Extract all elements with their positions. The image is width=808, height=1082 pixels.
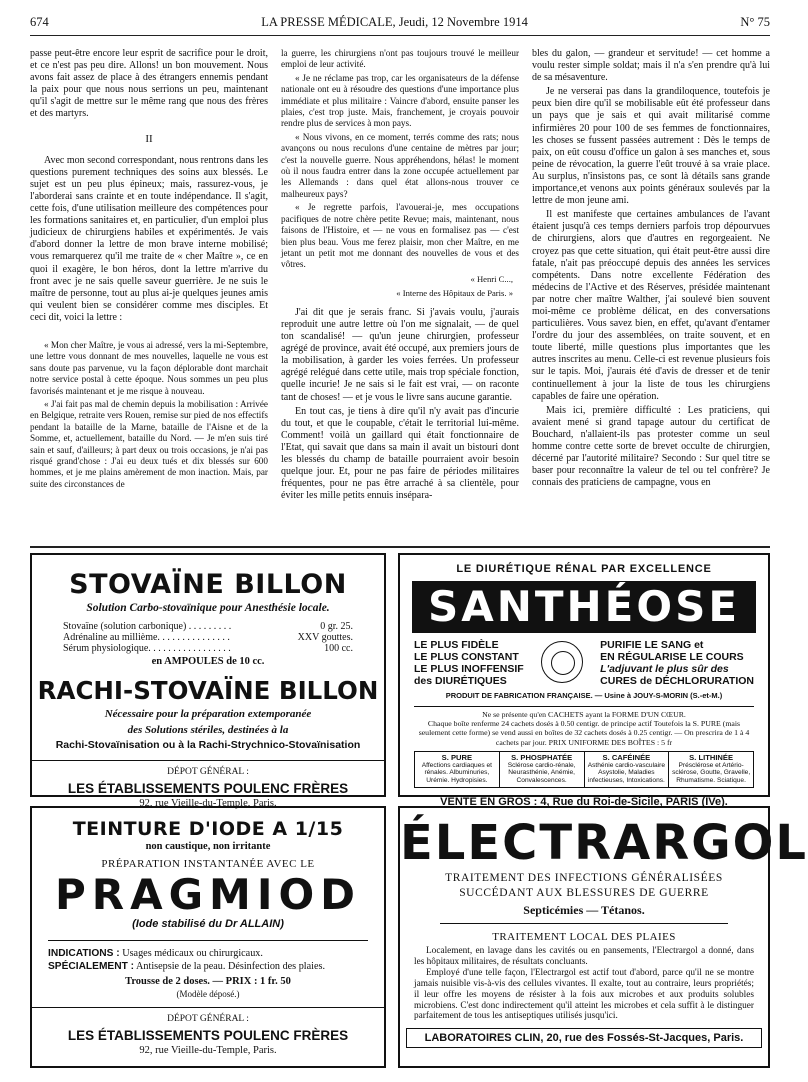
letter-signature-title: « Interne des Hôpitaux de Paris. »: [396, 287, 513, 298]
variant-cell: S. PURE Affections cardiaques et rénales. Albuminuries, Urémie. Hydropisies.: [415, 752, 500, 787]
composition-row: Stovaïne (solution carbonique) . . . . . . . . . 0 gr. 25.: [63, 621, 353, 632]
composition-row: Sérum physiologique. . . . . . . . . . . . . . . . . 100 cc.: [63, 643, 353, 654]
ad-title-2: RACHI-STOVAÏNE BILLON: [37, 676, 379, 705]
production-line: PRODUIT DE FABRICATION FRANÇAISE. — Usine à JOUY-S-MORIN (S.-et-M.): [445, 691, 723, 700]
ad-line: TRAITEMENT DES INFECTIONS GÉNÉRALISÉES: [445, 872, 723, 884]
laboratory-address: LABORATOIRES CLIN, 20, rue des Fossés-St-Jacques, Paris.: [406, 1028, 762, 1048]
letter-paragraph: « Je ne réclame pas trop, car les organisateurs de la défense nationale ont eu à résoudre des questions d'une importance plus immédiate et plus militaire : Vaincre d'abord, ensuite panser les plaies, c'est trop juste. Mais, franchement, je croyais pouvoir rendre plus de services à mon pays.: [281, 72, 519, 129]
article-paragraph: passe peut-être encore leur esprit de sacrifice pour le droit, et ce n'est pas peu dire. Allons! un bon mouvement. Nous avons fait assez de place à des étrangers ennemis pendant la paix pour que nous nous serrions un peu, maintenant qu'il s'agit de mettre sur le même rang que nous des frères et des martyrs.: [30, 48, 268, 120]
ad-description: Rachi-Stovaïnisation ou à la Rachi-Strychnico-Stovaïnisation: [55, 739, 361, 751]
indications: INDICATIONS : Usages médicaux ou chirurgicaux. SPÉCIALEMENT : Antisepsie de la peau. Désinfection des plaies. Trousse de 2 doses. — PRIX : 1 fr. 50 (Modèle déposé.): [48, 940, 368, 1001]
letter-paragraph: « Je regrette parfois, l'avouerai-je, mes occupations pacifiques de notre chère petite Revue; mais, maintenant, nous faisons de l'Histoire, et — ne vous en formalisez pas — c'est bien plus beau. Vous me ferez plaisir, mon cher Maître, en me jetant un petit mot me donnant des nouvelles de vous et des vôtres.: [281, 202, 519, 270]
depot-label: DÉPOT GÉNÉRAL :: [32, 1007, 384, 1024]
ad-body: Localement, en lavage dans les cavités ou en pansements, l'Electrargol a donné, dans les hôpitaux militaires, de résultats concluants. Employé d'une telle façon, l'Electrargol est actif tout d'abord, parce qu'il ne se montre jamais nuisible vis-à-vis des cellules vivantes. Il exalte, tout au contraire, leurs propriétés; il leur offre les moyens de résister à la fois aux microbes et aux produits solubles microbiens. C'est donc indirectement qu'il atteint les microbes et cela suffit à le distinguer parfaitement de tous les antiseptiques utilisés jusqu'ici.: [414, 946, 754, 1022]
ad-prep-line: PRÉPARATION INSTANTANÉE AVEC LE: [101, 858, 315, 870]
ad-indications: Septicémies — Tétanos.: [440, 903, 728, 924]
claims-right: PURIFIE LE SANG et EN RÉGULARISE LE COURS L'adjuvant le plus sûr des CURES de DÉCHLORURATION: [600, 639, 754, 687]
letter-paragraph: « J'ai fait pas mal de chemin depuis la mobilisation : Arrivée en Belgique, retraite vers Rouen, remise sur pied de nos effectifs pendant la bataille de la Marne, bataille de l'Aisne et de la Somme, et, actuellement, bataille du Nord. — Je m'en suis tiré sain et sauf, d'ailleurs; à part deux ou trois occasions, je n'ai pas risqué grand'chose : J'ai eu deux tués et dix blessés sur 600 hommes, et je me plains amèrement de mon inaction. Mais, par suite des circonstances de: [30, 399, 268, 489]
ad-santheose: [398, 553, 770, 808]
letter-paragraph: « Nous vivons, en ce moment, terrés comme des rats; nous avançons ou nous reculons d'une centaine de mètres par jour; c'est la nouvelle guerre. Nous appréhendons, hélas! le moment où il nous faudra entrer dans la zone occupée actuellement par les Allemands : dans quel état allons-nous trouver ce malheureux pays?: [281, 131, 519, 199]
article-column-2: [281, 48, 519, 540]
ad-section-title: TRAITEMENT LOCAL DES PLAIES: [492, 931, 676, 943]
company-address: 92, rue Vieille-du-Temple, Paris.: [139, 1045, 277, 1056]
company-name: LES ÉTABLISSEMENTS POULENC FRÈRES: [67, 1028, 349, 1043]
article-paragraph: Je ne verserai pas dans la grandiloquence, toutefois je peux bien dire qu'il se mobilisable eût été professeur dans un pays que je sais et qui avait militarisé comme infirmières 20 pour 100 de ses femmes de fonctionnaires, les choses se fussent passées autrement : Dès le temps de paix, on eût cousu d'office un galon à ses manches et, sous peine de révocation, la guerre l'eût trouvé à sa vraie place. Au surplus, n'insistons pas, ce sont là détails sans grande importance,et venons aux points généraux soulevés par la lettre de mon jeune ami.: [532, 86, 770, 207]
ad-description: des Solutions stériles, destinées à la: [127, 724, 289, 736]
variant-cell: S. PHOSPHATÉE Sclérose cardio-rénale, Neurasthénie, Anémie, Convalescences.: [500, 752, 585, 787]
company-name: LES ÉTABLISSEMENTS POULENC FRÈRES: [67, 781, 349, 796]
ad-title: STOVAÏNE BILLON: [69, 569, 347, 600]
ad-tagline: LE DIURÉTIQUE RÉNAL PAR EXCELLENCE: [456, 563, 712, 575]
letter-paragraph: la guerre, les chirurgiens n'ont pas toujours trouvé le meilleur emploi de leur activité.: [281, 48, 519, 70]
heart-seal-icon: [541, 641, 583, 683]
ad-brand-note: (Iode stabilisé du Dr ALLAIN): [132, 918, 284, 930]
ad-subtitle: non caustique, non irritante: [145, 841, 271, 852]
article-paragraph: En tout cas, je tiens à dire qu'il n'y avait pas d'incurie du tout, et que le coupable, c'était le territorial lui-même. Comment! voilà un gaillard qui était fonctionnaire de l'Etat, qui savait que dans sa main il avait un bistouri dont les blessés du champ de bataille pourraient avoir besoin quelque jour. Et, pour ne pas faire de périodes militaires fréquentes, pour ne pas être arraché à sa clientèle, pour éviter les mille petits ennuis insépara-: [281, 405, 519, 502]
ad-title: TEINTURE D'IODE A 1/15: [72, 818, 344, 840]
article-paragraph: Avec mon second correspondant, nous rentrons dans les questions purement techniques des soins aux blessés. Le sujet est un peu plus épineux; mais, rassurez-vous, je l'aborderai sans crainte et en toute indépendance. Il s'agit, cette fois, d'une utilisation meilleure des compétences pour les formations sanitaires et, en particulier, d'un emploi plus judicieux de chirurgiens habiles et expérimentés. Je vais d'abord donner la lettre de mon brave interne mobilisé; vous remarquerez qu'il me traite de « cher Maître », ce en quoi il exagère, le bon héros, dont la lettre m'arrive du front avec je ne sais quelle saveur guerrière. Je ne suis le maître de personne, tout au plus ai-je quelques jeunes amis qui veulent bien se considérer comme mes disciples. Et ceci dit, voici la lettre :: [30, 154, 268, 323]
claims-left: LE PLUS FIDÈLE LE PLUS CONSTANT LE PLUS INOFFENSIF des DIURÉTIQUES: [414, 639, 524, 687]
variant-cell: S. LITHINÉE Présclérose et Artério-sclérose, Goutte, Gravelle, Rhumatisme. Sciatique.: [672, 752, 751, 785]
variant-cell: S. CAFÉINÉE Asthénie cardio-vasculaire Asystolie, Maladies infectieuses, Intoxications.: [585, 752, 670, 787]
ad-brand: ÉLECTRARGOL: [400, 815, 808, 871]
page-header: [30, 14, 770, 36]
ad-description: Nécessaire pour la préparation extemporanée: [104, 708, 312, 720]
composition-list: [63, 621, 353, 654]
letter-signature-name: « Henri C...,: [470, 273, 513, 284]
article-paragraph: bles du galon, — grandeur et servitude! — cet homme a voulu rester simple soldat; mais il n'a s'en prendre qu'à lui de sa mésaventure.: [532, 48, 770, 84]
issue-number: N° 75: [740, 15, 770, 29]
article-column-3: [532, 48, 770, 540]
dosage-note: Ne se présente qu'en CACHETS ayant la FORME D'UN CŒUR. Chaque boîte renferme 24 cachets dosés à 0.50 centigr. de principe actif Toutefois la S. PURE (mais seulement cette forme) se vend aussi en boîtes de 32 cachets dosés à 0.25 centigr. — On prescrira de 1 à 4 cachets par jour. PRIX UNIFORME DES BOÎTES : 5 fr: [414, 706, 754, 747]
ad-line: SUCCÉDANT AUX BLESSURES DE GUERRE: [459, 887, 709, 899]
section-number: II: [145, 132, 153, 145]
ampoules-line: en AMPOULES de 10 cc.: [151, 656, 265, 667]
ad-subtitle: Solution Carbo-stovaïnique pour Anesthésie locale.: [86, 602, 330, 614]
ad-pragmiod: [30, 806, 386, 1068]
ad-stovaine-billon: [30, 553, 386, 809]
ad-brand: PRAGMIOD: [54, 870, 362, 919]
article-paragraph: Il est manifeste que certaines ambulances de l'avant étaient jusqu'à ces temps derniers parfois trop dépourvues de chirurgiens, alors que d'autres en regorgeaient. Ne croyez pas que cette situation, qui était peut-être aussi dire fatale, n'ait pas préoccupé depuis des années les services compétents. Dans notre excellente Fédération des médecins de l'Active et des Réserves, présidée maintenant par notre cher maître Walther, j'ai soulevé bien souvent moi-même ce problème délicat, en des conversations particulières. Vous savez bien, en effet, qu'avant d'entamer l'ordre du jour des assemblées, on traite souvent, et en toute liberté, mille questions plus importantes que les autres inscrites au menu. Celle-ci est revenue plusieurs fois sur le tapis. Moi, j'aurais été d'avis de dresser et de tenir continuellement à jour la liste de tous les chirurgiens capables de faire une opération.: [532, 209, 770, 402]
model-note: (Modèle déposé.): [176, 989, 240, 999]
company-address: 92, rue Vieille-du-Temple, Paris.: [139, 798, 277, 809]
page-number: 674: [30, 15, 49, 29]
ads-divider: [30, 546, 770, 548]
article-column-1: [30, 48, 268, 540]
price-line: Trousse de 2 doses. — PRIX : 1 fr. 50: [125, 976, 291, 987]
ad-brand: SANTHÉOSE: [412, 581, 756, 633]
journal-title: LA PRESSE MÉDICALE, Jeudi, 12 Novembre 1914: [261, 15, 528, 29]
variants-grid: [414, 751, 754, 788]
article-paragraph: J'ai dit que je serais franc. Si j'avais voulu, j'aurais reproduit une autre lettre où l'on me signalait, — de quel ton scandalisé! — qu'un jeune chirurgien, professeur agrégé de province, avait été occupé, aux premiers jours de la mobilisation, à garder les voies ferrées. Un professeur agrégé relégué dans cette utile, mais trop spéciale fonction, quelle incurie! Je ne sais si le fait est vrai, — on raconte tant de choses! — et je vous le livre sans aucune garantie.: [281, 306, 519, 403]
wholesale-address: VENTE EN GROS : 4, Rue du Roi-de-Sicile, PARIS (IVe).: [440, 796, 728, 808]
article-paragraph: Mais ici, première difficulté : Les praticiens, qui avaient mené si grand tapage autour du certificat de Bouchard, n'allaient-ils pas protester comme un seul homme contre cette sorte de brevet occulte de chirurgien, décerné par l'autorité militaire? Secondo : Sur quel titre se baser pour reconnaître la valeur de tel ou tel confrère? Je connais des praticiens de campagne, vous en: [532, 404, 770, 489]
depot-label: DÉPOT GÉNÉRAL :: [32, 760, 384, 777]
composition-row: Adrénaline au millième. . . . . . . . . . . . . . . XXV gouttes.: [63, 632, 353, 643]
ad-electrargol: [398, 806, 808, 1068]
letter-paragraph: « Mon cher Maître, je vous ai adressé, vers la mi-Septembre, une lettre vous donnant de mes nouvelles, laquelle ne vous est sans doute pas parvenue, vu la façon déplorable dont marchait notre service postal à cette époque. Nous sommes un peu plus favorisés maintenant et je me risque à nouveau.: [30, 339, 268, 396]
